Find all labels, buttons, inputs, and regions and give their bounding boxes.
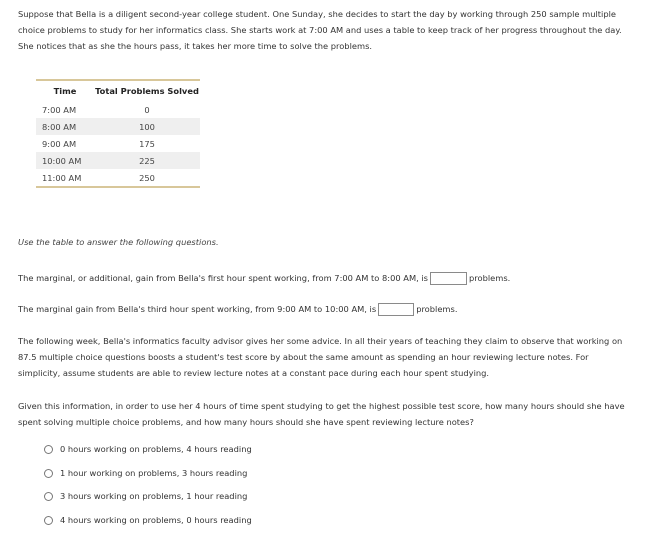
- table-row: [36, 169, 200, 186]
- row-value: 0: [144, 104, 150, 115]
- header-time: Time: [53, 86, 77, 96]
- q1-suffix: problems.: [469, 273, 511, 283]
- table-row: [36, 152, 200, 169]
- question-first-hour: [18, 271, 510, 285]
- row-value: 225: [94, 152, 200, 169]
- q2-prefix: The marginal gain from Bella's third hour spent working, from 9:00 AM to 10:00 AM, is: [18, 304, 377, 314]
- table-bottom-rule: [36, 186, 200, 188]
- row-value: 100: [94, 118, 200, 135]
- table-header-row: [36, 81, 200, 101]
- option-label: 1 hour working on problems, 3 hours reading: [60, 468, 248, 478]
- radio-icon[interactable]: [44, 492, 53, 501]
- option-0-4[interactable]: [44, 442, 252, 456]
- radio-icon[interactable]: [44, 445, 53, 454]
- row-value: 250: [139, 172, 155, 183]
- first-hour-gain-input[interactable]: [430, 272, 467, 285]
- row-time: 10:00 AM: [36, 152, 94, 169]
- option-label: 0 hours working on problems, 4 hours reading: [60, 444, 252, 454]
- table-row: [36, 135, 200, 152]
- row-time: 9:00 AM: [42, 138, 77, 149]
- option-4-0[interactable]: [44, 513, 252, 527]
- advice-paragraph: The following week, Bella's informatics faculty advisor gives her some advice. In all their years of teaching they claim to observe that working on 87.5 multiple choice questions boosts a student's test score by about the same amount as spending an hour reviewing lecture notes. For simplicity, assume students are able to review lecture notes at a constant pace during each hour spent studying.: [18, 336, 623, 378]
- row-time: 7:00 AM: [42, 104, 77, 115]
- intro-paragraph: Suppose that Bella is a diligent second-year college student. One Sunday, she decides to start the day by working through 250 sample multiple choice problems to study for her informatics class. She starts work at 7:00 AM and uses a table to keep track of her progress throughout the day. She notices that as she the hours pass, it takes her more time to solve the problems.: [18, 9, 622, 51]
- row-time: 11:00 AM: [42, 172, 82, 183]
- table-row: [36, 118, 200, 135]
- progress-table: [36, 79, 200, 188]
- option-label: 3 hours working on problems, 1 hour reading: [60, 491, 248, 501]
- header-total-problems: Total Problems Solved: [95, 86, 199, 96]
- option-3-1[interactable]: [44, 489, 247, 503]
- row-value: 175: [139, 138, 155, 149]
- question-third-hour: [18, 302, 457, 316]
- row-time: 8:00 AM: [36, 118, 94, 135]
- question-paragraph: Given this information, in order to use her 4 hours of time spent studying to get the highest possible test score, how many hours should she have spent solving multiple choice problems, and how many hours should she have spent reviewing lecture notes?: [18, 401, 625, 427]
- option-label: 4 hours working on problems, 0 hours reading: [60, 515, 252, 525]
- option-1-3[interactable]: [44, 466, 247, 480]
- q2-suffix: problems.: [416, 304, 458, 314]
- q1-prefix: The marginal, or additional, gain from Bella's first hour spent working, from 7:00 AM to 8:00 AM, is: [18, 273, 429, 283]
- table-row: [36, 101, 200, 118]
- radio-icon[interactable]: [44, 469, 53, 478]
- third-hour-gain-input[interactable]: [378, 303, 414, 316]
- instruction-text: Use the table to answer the following questions.: [18, 237, 219, 247]
- radio-icon[interactable]: [44, 516, 53, 525]
